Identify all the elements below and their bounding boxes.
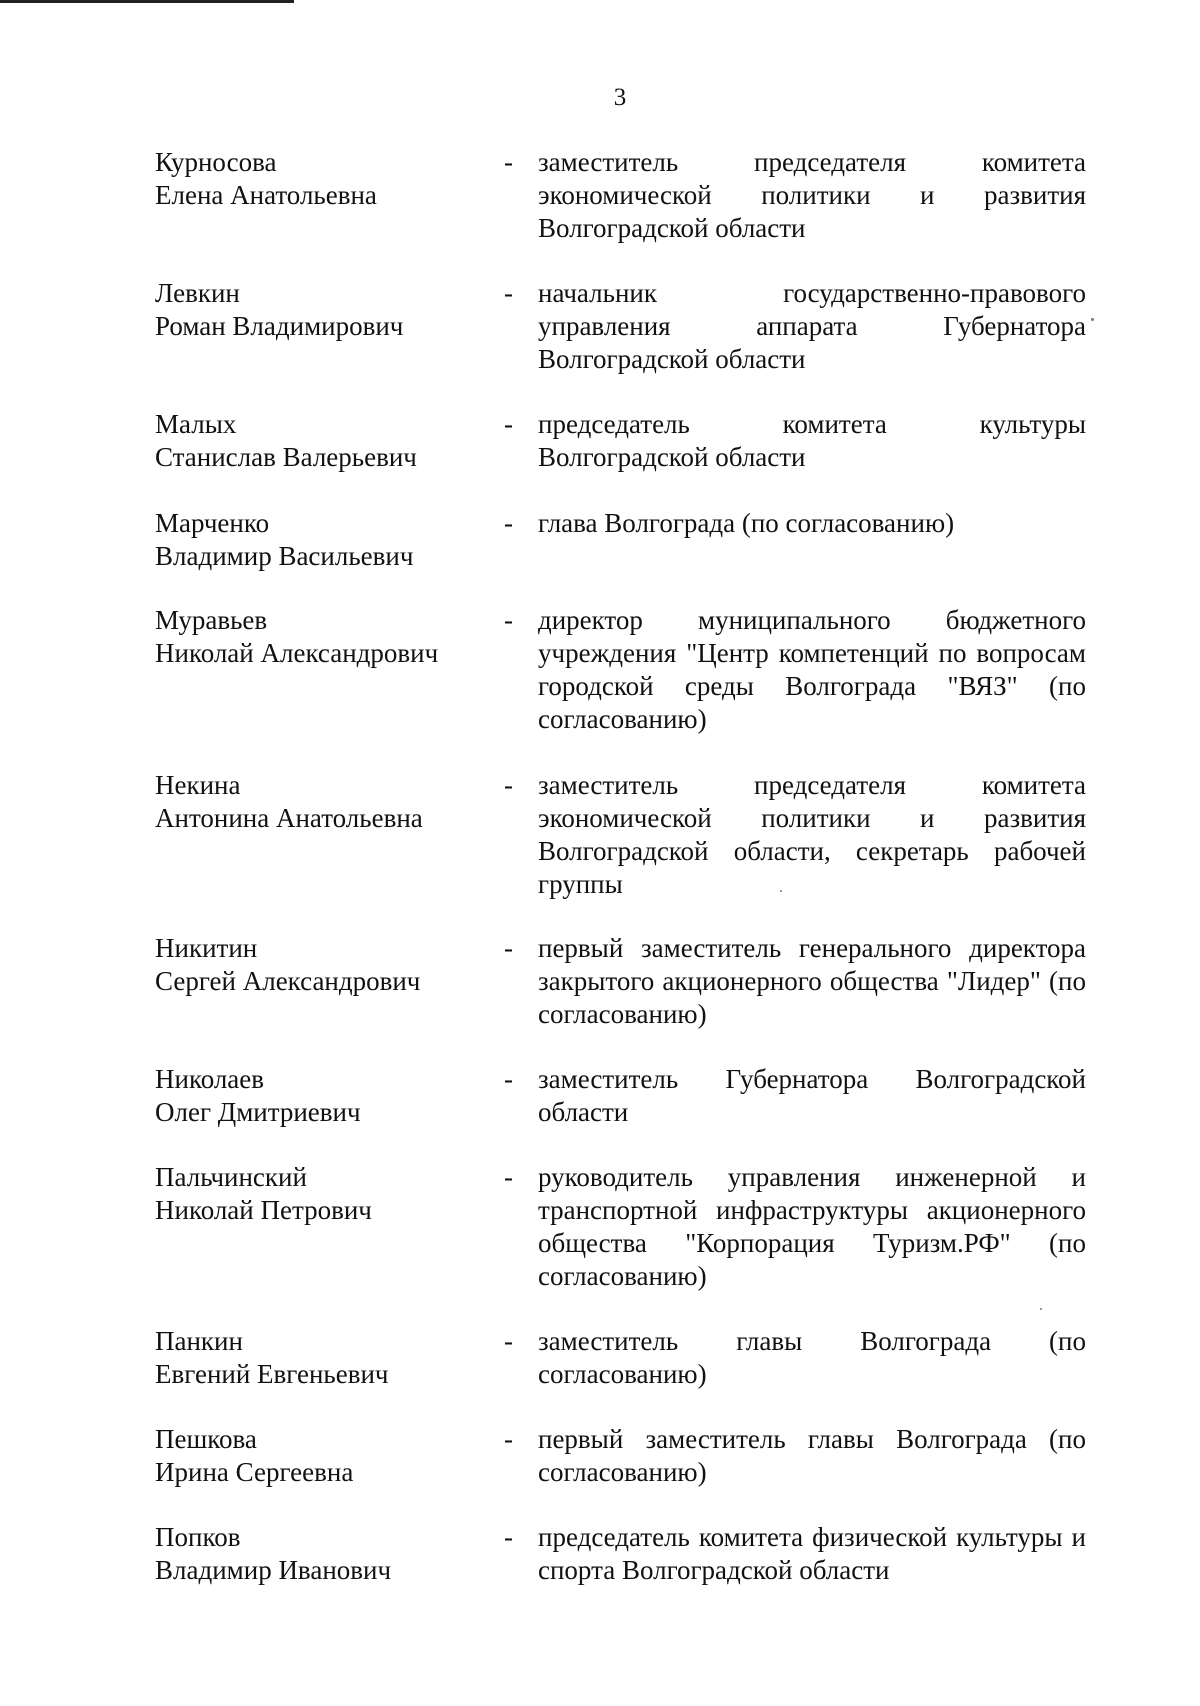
member-role: первый заместитель генерального директора закрытого акционерного общества "Лидер" (по согласованию) xyxy=(538,933,1086,1029)
separator-dash: - xyxy=(504,1064,513,1094)
member-role: директор муниципального бюджетного учреждения "Центр компетенций по вопросам городской среды Волгограда "ВЯЗ" (по согласованию) xyxy=(538,605,1086,734)
member-role: начальник государственно-правового управления аппарата Губернатора Волгоградской области xyxy=(538,278,1086,374)
member-name xyxy=(155,769,485,835)
member-name xyxy=(155,277,485,343)
member-given-names: Елена Анатольевна xyxy=(155,180,377,210)
member-name xyxy=(155,146,485,212)
list-item xyxy=(0,1521,1200,1587)
member-role: председатель комитета физической культуры и спорта Волгоградской области xyxy=(538,1522,1086,1585)
member-name xyxy=(155,1521,485,1587)
member-name xyxy=(155,1063,485,1129)
list-item xyxy=(0,1423,1200,1489)
list-item xyxy=(0,769,1200,901)
separator-dash: - xyxy=(504,409,513,439)
member-given-names: Антонина Анатольевна xyxy=(155,803,423,833)
separator-dash: - xyxy=(504,770,513,800)
list-item xyxy=(0,408,1200,474)
list-item xyxy=(0,277,1200,376)
member-list xyxy=(0,146,1200,1587)
list-item xyxy=(0,1325,1200,1391)
member-given-names: Роман Владимирович xyxy=(155,311,404,341)
member-role: заместитель председателя комитета экономической политики и развития Волгоградской области xyxy=(538,147,1086,243)
member-name xyxy=(155,408,485,474)
member-surname: Левкин xyxy=(155,278,240,308)
member-role: председатель комитета культуры Волгоградской области xyxy=(538,409,1086,472)
scan-speck xyxy=(1091,318,1094,321)
separator-dash: - xyxy=(504,278,513,308)
list-item xyxy=(0,604,1200,736)
separator-dash: - xyxy=(504,1424,513,1454)
member-given-names: Станислав Валерьевич xyxy=(155,442,417,472)
member-surname: Никитин xyxy=(155,933,258,963)
scan-edge-line xyxy=(0,0,294,3)
member-name xyxy=(155,1325,485,1391)
member-given-names: Владимир Васильевич xyxy=(155,541,414,571)
member-surname: Пешкова xyxy=(155,1424,257,1454)
member-given-names: Ирина Сергеевна xyxy=(155,1457,354,1487)
separator-dash: - xyxy=(504,508,513,538)
list-item xyxy=(0,1161,1200,1293)
member-surname: Муравьев xyxy=(155,605,268,635)
member-surname: Марченко xyxy=(155,508,270,538)
member-surname: Курносова xyxy=(155,147,277,177)
separator-dash: - xyxy=(504,1326,513,1356)
member-name xyxy=(155,604,485,670)
member-given-names: Николай Петрович xyxy=(155,1195,372,1225)
member-surname: Николаев xyxy=(155,1064,265,1094)
list-item xyxy=(0,507,1200,573)
member-name xyxy=(155,1161,485,1227)
member-name xyxy=(155,932,485,998)
member-surname: Малых xyxy=(155,409,237,439)
member-role: заместитель Губернатора Волгоградской области xyxy=(538,1064,1086,1127)
member-role: руководитель управления инженерной и транспортной инфраструктуры акционерного общества "Корпорация Туризм.РФ" (по согласованию) xyxy=(538,1162,1086,1291)
list-item xyxy=(0,932,1200,1031)
member-given-names: Сергей Александрович xyxy=(155,966,421,996)
member-surname: Некина xyxy=(155,770,241,800)
member-given-names: Олег Дмитриевич xyxy=(155,1097,361,1127)
member-surname: Панкин xyxy=(155,1326,243,1356)
separator-dash: - xyxy=(504,1522,513,1552)
separator-dash: - xyxy=(504,147,513,177)
scan-speck xyxy=(780,890,782,892)
member-given-names: Евгений Евгеньевич xyxy=(155,1359,389,1389)
member-role: глава Волгограда (по согласованию) xyxy=(538,508,955,538)
member-name xyxy=(155,1423,485,1489)
member-name xyxy=(155,507,485,573)
member-role: заместитель председателя комитета экономической политики и развития Волгоградской области, секретарь рабочей группы xyxy=(538,770,1086,899)
list-item xyxy=(0,146,1200,245)
separator-dash: - xyxy=(504,1162,513,1192)
member-given-names: Николай Александрович xyxy=(155,638,439,668)
list-item xyxy=(0,1063,1200,1129)
separator-dash: - xyxy=(504,605,513,635)
member-surname: Пальчинский xyxy=(155,1162,307,1192)
page-number: 3 xyxy=(613,84,627,111)
member-surname: Попков xyxy=(155,1522,241,1552)
scan-speck xyxy=(1040,1308,1042,1310)
member-role: заместитель главы Волгограда (по согласованию) xyxy=(538,1326,1086,1389)
separator-dash: - xyxy=(504,933,513,963)
member-given-names: Владимир Иванович xyxy=(155,1555,392,1585)
member-role: первый заместитель главы Волгограда (по согласованию) xyxy=(538,1424,1086,1487)
